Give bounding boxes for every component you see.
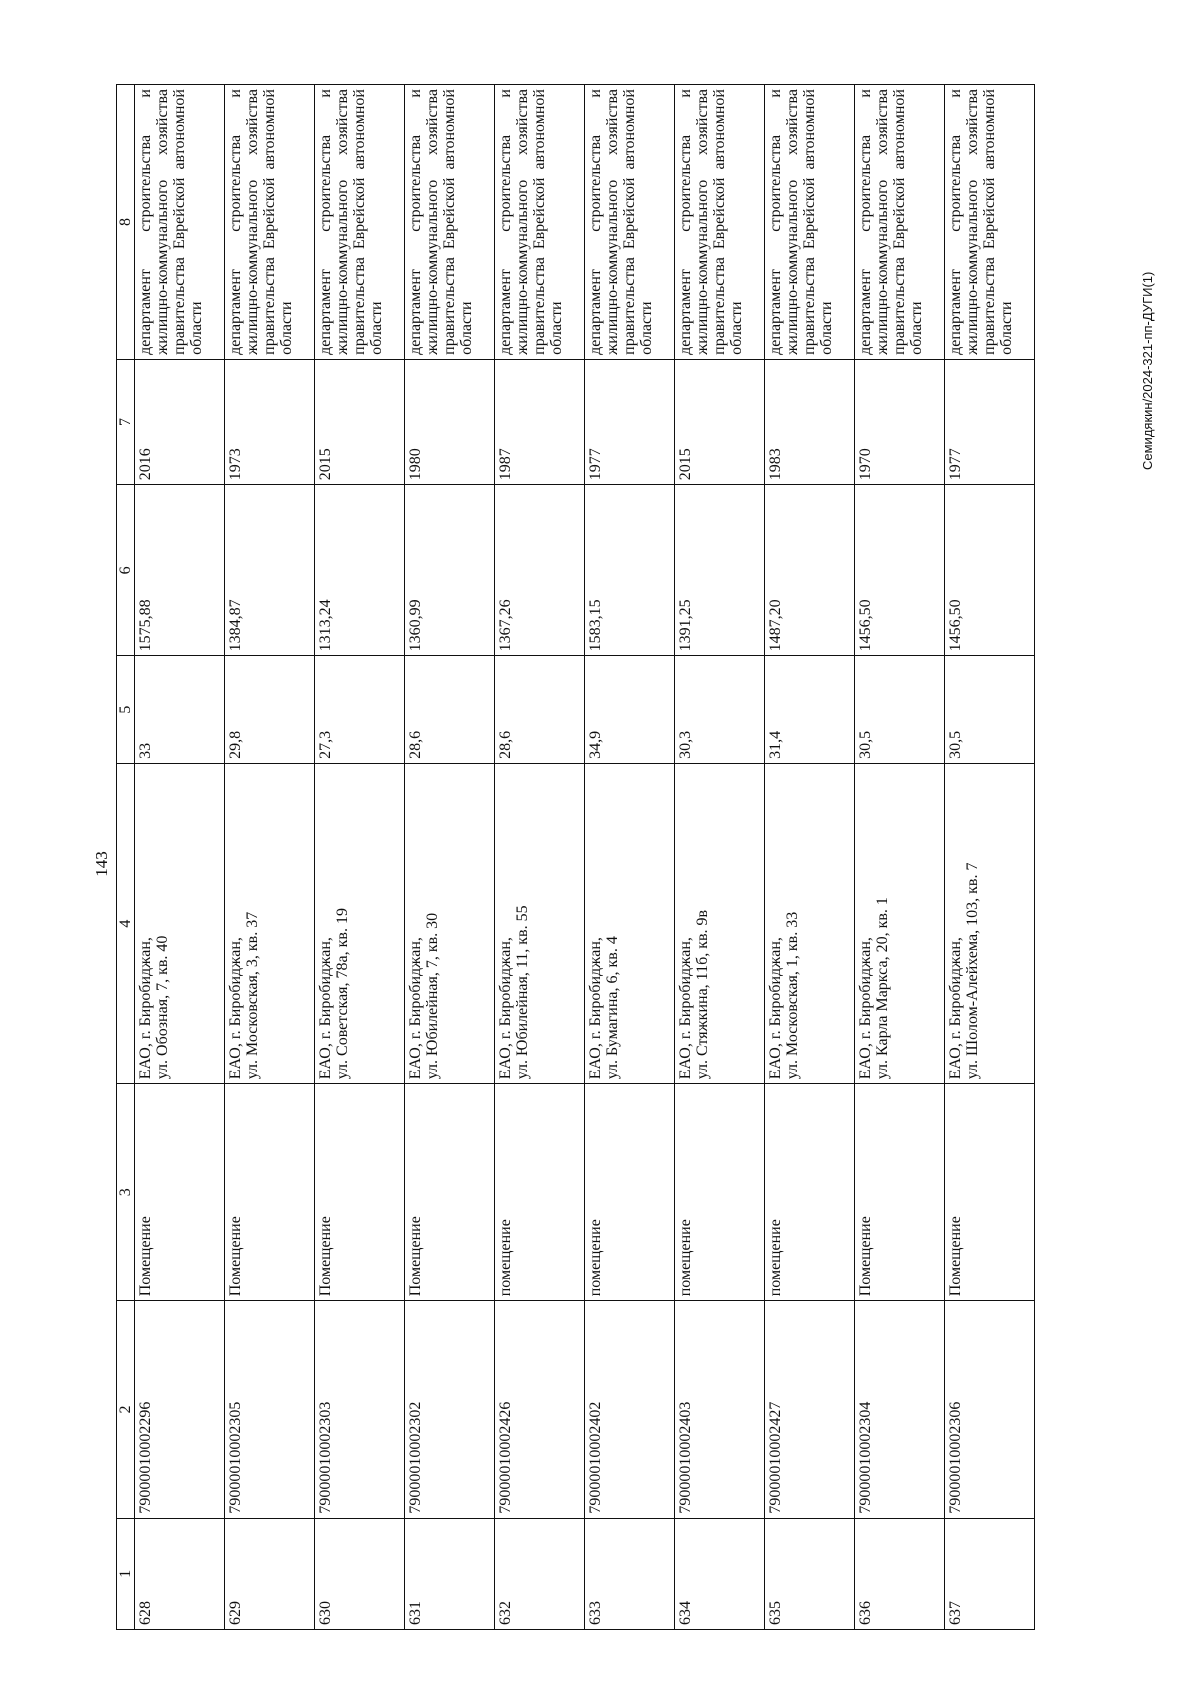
row-number-cell: 636 (855, 1518, 945, 1629)
table-row (135, 85, 225, 1630)
object-type-cell: Помещение (225, 1084, 315, 1301)
column-header: 7 (117, 359, 135, 484)
address-line: ЕАО, г. Биробиджан, (317, 937, 334, 1080)
table-row (945, 85, 1035, 1630)
value-cell: 1456,50 (855, 485, 945, 656)
address-line: ул. Юбилейная, 11, кв. 55 (514, 905, 531, 1080)
address-line: ЕАО, г. Биробиджан, (137, 937, 154, 1080)
department-cell: департамент строительства и жилищно-коммунального хозяйства правительства Еврейской автономной области (945, 85, 1035, 360)
value-cell: 1391,25 (675, 485, 765, 656)
object-type-cell: Помещение (135, 1084, 225, 1301)
year-cell: 1977 (585, 359, 675, 484)
table-row (225, 85, 315, 1630)
year-cell: 1977 (945, 359, 1035, 484)
address-cell (675, 763, 765, 1083)
year-cell: 1983 (765, 359, 855, 484)
address-line: ул. Советская, 78а, кв. 19 (334, 908, 351, 1080)
area-cell: 28,6 (405, 656, 495, 763)
cadastral-number-cell: 79000010002426 (495, 1301, 585, 1518)
area-cell: 27,3 (315, 656, 405, 763)
area-cell: 30,3 (675, 656, 765, 763)
value-cell: 1583,15 (585, 485, 675, 656)
cadastral-number-cell: 79000010002402 (585, 1301, 675, 1518)
row-number-cell: 630 (315, 1518, 405, 1629)
column-header: 8 (117, 85, 135, 360)
row-number-cell: 633 (585, 1518, 675, 1629)
department-cell: департамент строительства и жилищно-коммунального хозяйства правительства Еврейской автономной области (675, 85, 765, 360)
year-cell: 2015 (315, 359, 405, 484)
department-cell: департамент строительства и жилищно-коммунального хозяйства правительства Еврейской автономной области (135, 85, 225, 360)
address-line: ул. Московская, 1, кв. 33 (784, 911, 801, 1080)
year-cell: 1970 (855, 359, 945, 484)
cadastral-number-cell: 79000010002303 (315, 1301, 405, 1518)
table-row (675, 85, 765, 1630)
value-cell: 1384,87 (225, 485, 315, 656)
object-type-cell: помещение (585, 1084, 675, 1301)
area-cell: 31,4 (765, 656, 855, 763)
table-row (315, 85, 405, 1630)
address-line: ЕАО, г. Биробиджан, (857, 937, 874, 1080)
address-line: ул. Юбилейная, 7, кв. 30 (424, 912, 441, 1080)
department-cell: департамент строительства и жилищно-коммунального хозяйства правительства Еврейской автономной области (315, 85, 405, 360)
address-line: ЕАО, г. Биробиджан, (947, 937, 964, 1080)
address-line: ул. Московская, 3, кв. 37 (244, 911, 261, 1080)
column-header: 3 (117, 1084, 135, 1301)
property-register-table (116, 84, 1035, 1630)
address-cell (765, 763, 855, 1083)
row-number-cell: 634 (675, 1518, 765, 1629)
object-type-cell: Помещение (945, 1084, 1035, 1301)
row-number-cell: 629 (225, 1518, 315, 1629)
address-cell (405, 763, 495, 1083)
address-cell (945, 763, 1035, 1083)
address-line: ул. Стяжкина, 11б, кв. 9в (694, 909, 711, 1080)
cadastral-number-cell: 79000010002305 (225, 1301, 315, 1518)
area-cell: 30,5 (855, 656, 945, 763)
cadastral-number-cell: 79000010002304 (855, 1301, 945, 1518)
value-cell: 1575,88 (135, 485, 225, 656)
address-cell (585, 763, 675, 1083)
address-line: ул. Обозная, 7, кв. 40 (154, 935, 171, 1080)
cadastral-number-cell: 79000010002306 (945, 1301, 1035, 1518)
cadastral-number-cell: 79000010002302 (405, 1301, 495, 1518)
address-line: ЕАО, г. Биробиджан, (407, 937, 424, 1080)
row-number-cell: 628 (135, 1518, 225, 1629)
column-number-row (117, 85, 135, 1630)
object-type-cell: Помещение (855, 1084, 945, 1301)
column-header: 1 (117, 1518, 135, 1629)
address-line: ЕАО, г. Биробиджан, (227, 937, 244, 1080)
year-cell: 2015 (675, 359, 765, 484)
address-cell (135, 763, 225, 1083)
footer-reference: Семидякин/2024-321-пп-ДУГИ(1) (1140, 271, 1155, 470)
year-cell: 1973 (225, 359, 315, 484)
table-row (855, 85, 945, 1630)
cadastral-number-cell: 79000010002296 (135, 1301, 225, 1518)
address-cell (855, 763, 945, 1083)
table-row (405, 85, 495, 1630)
address-cell (225, 763, 315, 1083)
table-row (585, 85, 675, 1630)
area-cell: 33 (135, 656, 225, 763)
year-cell: 1980 (405, 359, 495, 484)
area-cell: 29,8 (225, 656, 315, 763)
cadastral-number-cell: 79000010002403 (675, 1301, 765, 1518)
row-number-cell: 632 (495, 1518, 585, 1629)
rotated-page (90, 84, 1170, 1644)
address-line: ЕАО, г. Биробиджан, (677, 937, 694, 1080)
value-cell: 1487,20 (765, 485, 855, 656)
row-number-cell: 635 (765, 1518, 855, 1629)
address-line: ЕАО, г. Биробиджан, (767, 937, 784, 1080)
column-header: 6 (117, 485, 135, 656)
year-cell: 1987 (495, 359, 585, 484)
address-line: ул. Бумагина, 6, кв. 4 (604, 936, 621, 1080)
table-row (765, 85, 855, 1630)
object-type-cell: Помещение (405, 1084, 495, 1301)
row-number-cell: 637 (945, 1518, 1035, 1629)
document-footer (1140, 110, 1160, 1210)
value-cell: 1313,24 (315, 485, 405, 656)
value-cell: 1360,99 (405, 485, 495, 656)
table-row (495, 85, 585, 1630)
value-cell: 1456,50 (945, 485, 1035, 656)
address-cell (495, 763, 585, 1083)
address-line: ул. Шолом-Алейхема, 103, кв. 7 (964, 862, 981, 1080)
address-line: ЕАО, г. Биробиджан, (587, 937, 604, 1080)
object-type-cell: Помещение (315, 1084, 405, 1301)
area-cell: 34,9 (585, 656, 675, 763)
department-cell: департамент строительства и жилищно-коммунального хозяйства правительства Еврейской автономной области (855, 85, 945, 360)
department-cell: департамент строительства и жилищно-коммунального хозяйства правительства Еврейской автономной области (765, 85, 855, 360)
address-line: ул. Карла Маркса, 20, кв. 1 (874, 897, 891, 1080)
department-cell: департамент строительства и жилищно-коммунального хозяйства правительства Еврейской автономной области (225, 85, 315, 360)
value-cell: 1367,26 (495, 485, 585, 656)
object-type-cell: помещение (675, 1084, 765, 1301)
column-header: 4 (117, 763, 135, 1083)
row-number-cell: 631 (405, 1518, 495, 1629)
address-line: ЕАО, г. Биробиджан, (497, 937, 514, 1080)
column-header: 2 (117, 1301, 135, 1518)
column-header: 5 (117, 656, 135, 763)
cadastral-number-cell: 79000010002427 (765, 1301, 855, 1518)
year-cell: 2016 (135, 359, 225, 484)
department-cell: департамент строительства и жилищно-коммунального хозяйства правительства Еврейской автономной области (405, 85, 495, 360)
object-type-cell: помещение (765, 1084, 855, 1301)
address-cell (315, 763, 405, 1083)
area-cell: 28,6 (495, 656, 585, 763)
page-number: 143 (92, 851, 111, 877)
department-cell: департамент строительства и жилищно-коммунального хозяйства правительства Еврейской автономной области (585, 85, 675, 360)
area-cell: 30,5 (945, 656, 1035, 763)
department-cell: департамент строительства и жилищно-коммунального хозяйства правительства Еврейской автономной области (495, 85, 585, 360)
object-type-cell: помещение (495, 1084, 585, 1301)
